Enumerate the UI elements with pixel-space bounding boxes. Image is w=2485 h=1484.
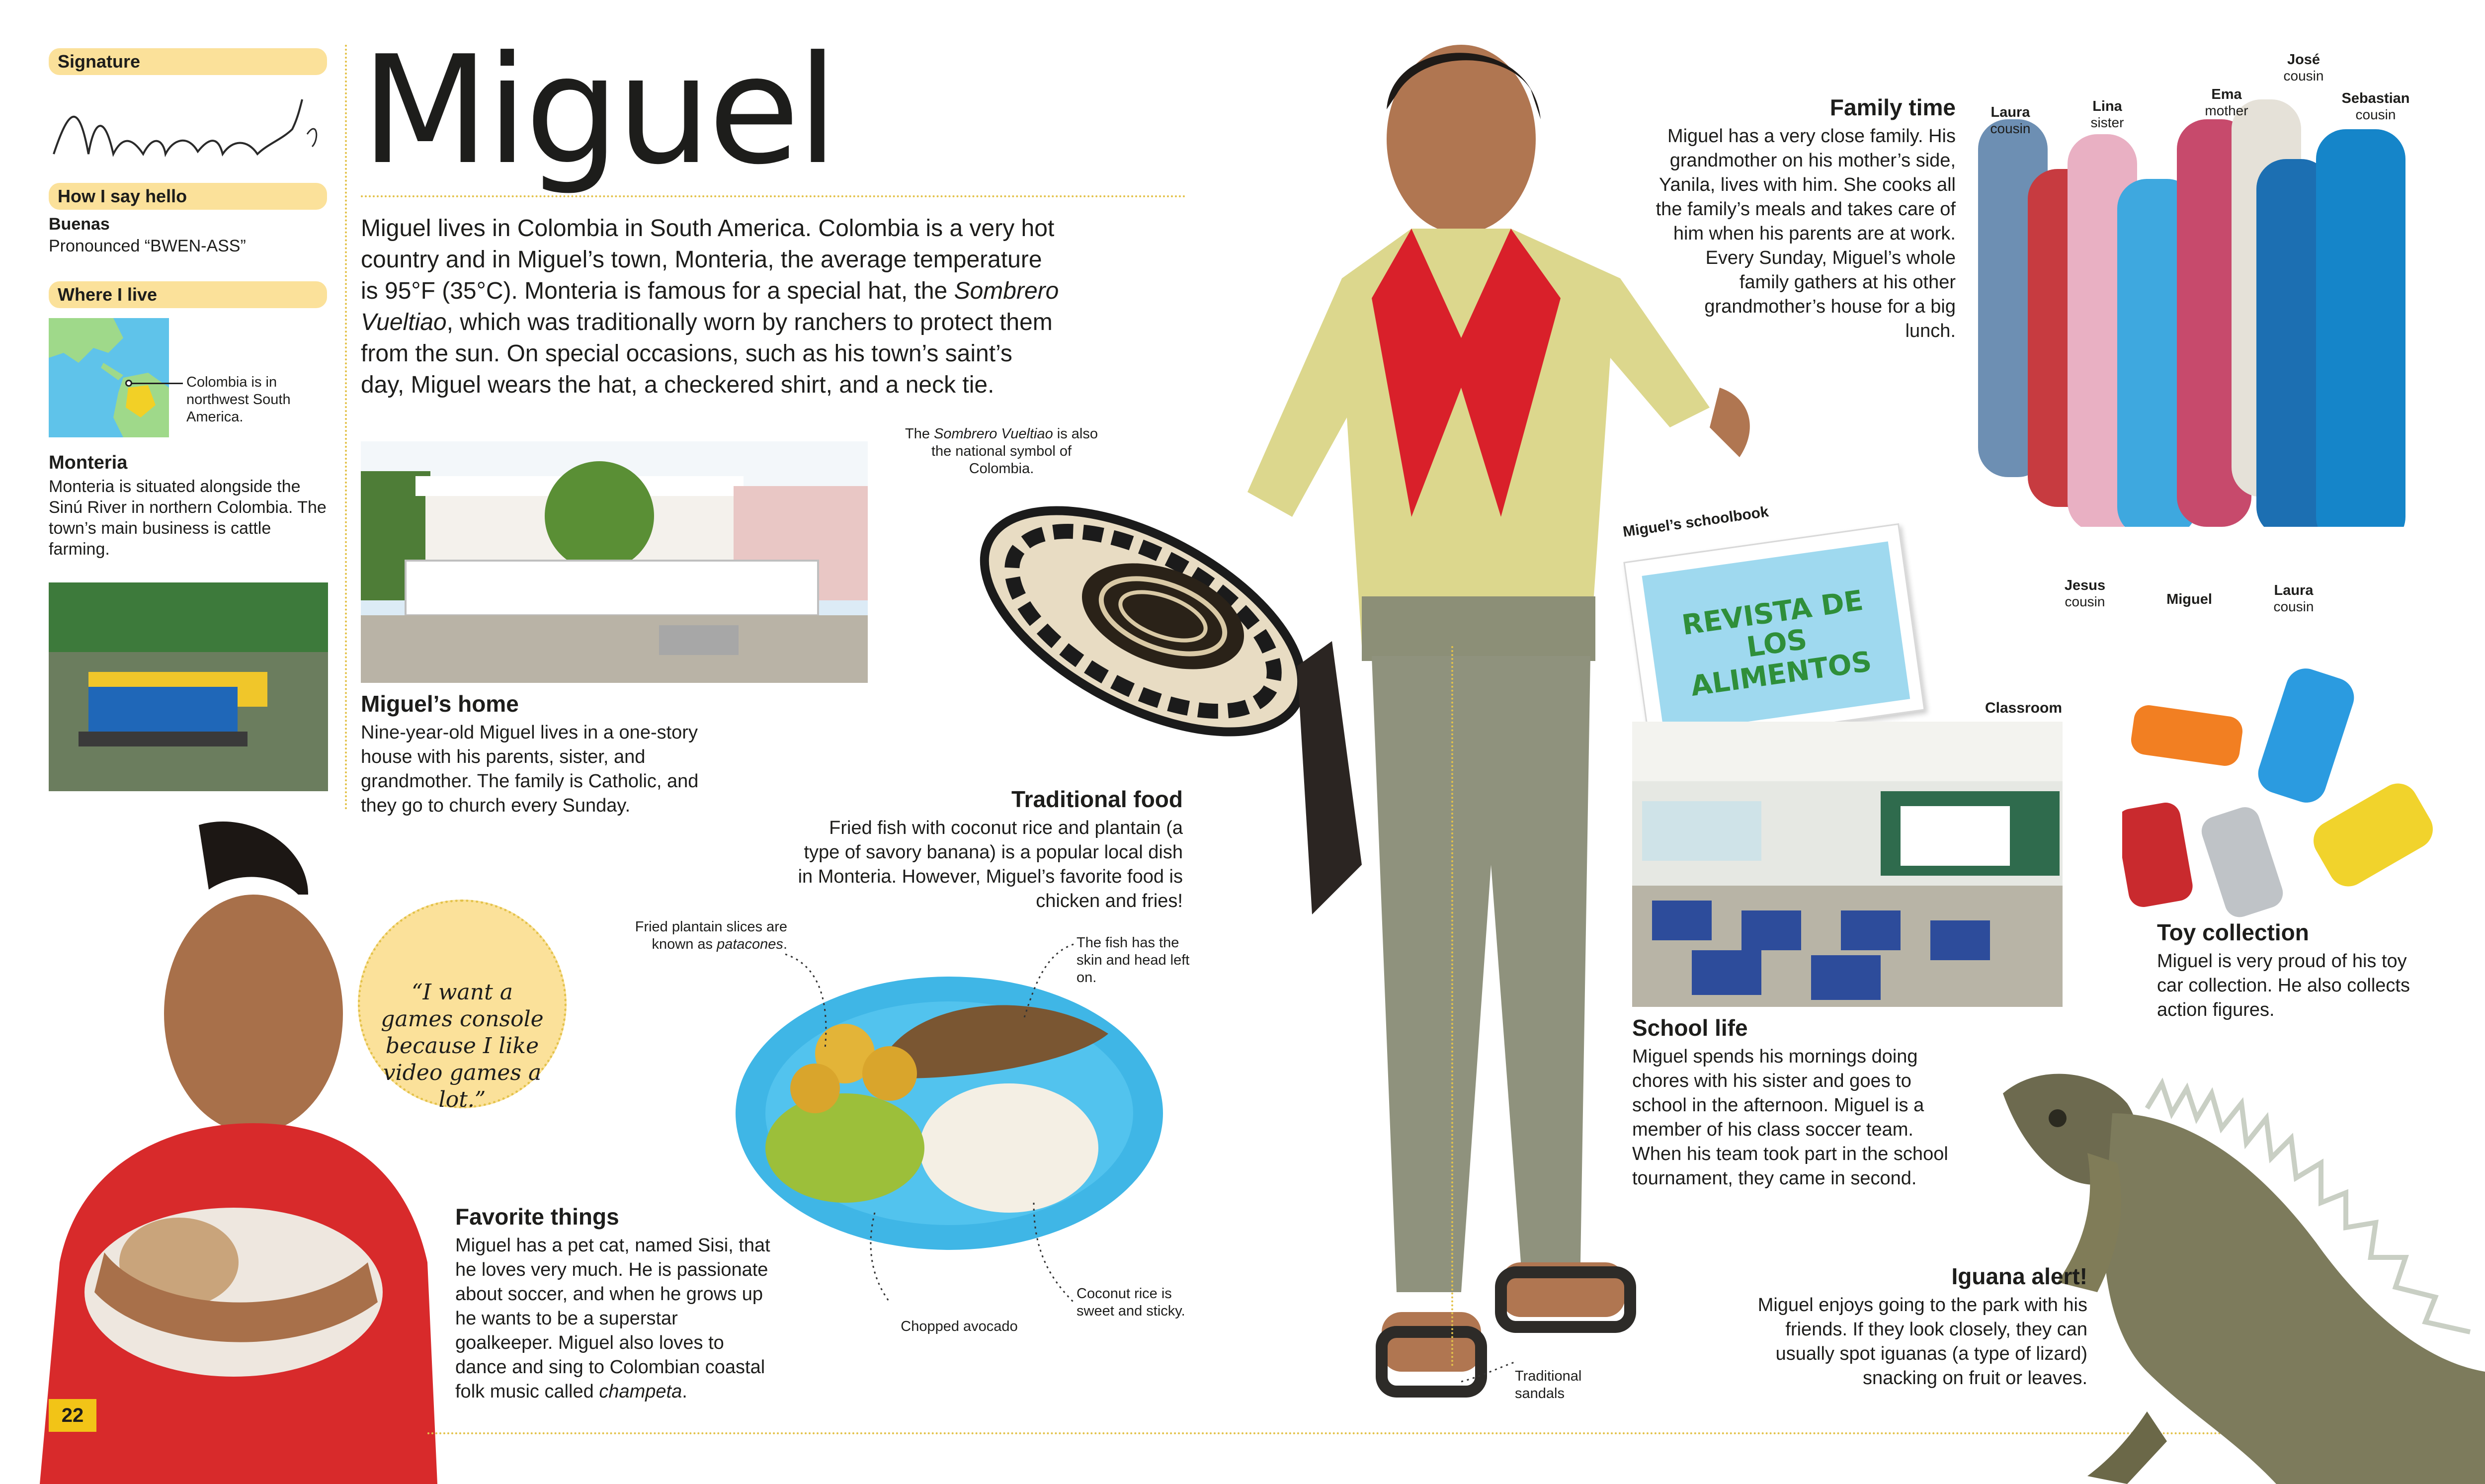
sidebar-divider: [345, 45, 347, 810]
member-relation: cousin: [2065, 594, 2105, 609]
member-relation: sister: [2090, 115, 2124, 130]
avocado-caption: Chopped avocado: [901, 1319, 1018, 1334]
favorite-text-end: .: [682, 1381, 687, 1402]
home-photo: [361, 441, 868, 683]
map-leader-line: [128, 383, 183, 384]
river-photo: [49, 582, 328, 791]
family-member-sebastian: [2331, 90, 2420, 123]
favorite-text: [455, 1234, 778, 1404]
hat-caption-end: is also the national symbol of Colombia.: [931, 426, 1098, 477]
fish-caption: The fish has the skin and head left on.: [1077, 935, 1190, 986]
signature-label: Signature: [49, 48, 327, 75]
member-name: Jesus: [2064, 577, 2106, 593]
toy-cars: [2122, 661, 2440, 919]
town-heading: Monteria: [49, 452, 128, 473]
hat-caption: [905, 425, 1098, 478]
town-text: Monteria is situated alongside the Sinú River in northern Colombia. The town’s main business is cattle farming.: [49, 477, 327, 559]
toys-heading: Toy collection: [2157, 919, 2309, 945]
family-heading: Family time: [1829, 94, 1956, 120]
member-relation: cousin: [2355, 107, 2396, 122]
family-member-ema: [2187, 86, 2266, 119]
family-member-lina: [2068, 98, 2147, 131]
iguana-text: Miguel enjoys going to the park with his friends. If they look closely, they can usually spot iguanas (a type of lizard) snacking on fruit or leaves.: [1757, 1295, 2087, 1389]
quote-text: “I want a games console because I like video games a lot.”: [381, 980, 544, 1112]
school-text: Miguel spends his mornings doing chores with his sister and goes to school in the afternoon. Miguel is a member of his class soccer team. When his team took part in the school tournament, they came in second.: [1632, 1046, 1948, 1189]
member-name: Laura: [1990, 104, 2030, 120]
favorite-text-music: champeta: [599, 1381, 682, 1402]
where-label: Where I live: [49, 281, 327, 308]
member-relation: mother: [2205, 103, 2248, 118]
food-leader-lines: [785, 934, 1083, 1342]
school-heading: School life: [1632, 1015, 1748, 1041]
signature-image: [49, 80, 327, 179]
sandals-leader-line: [1461, 1357, 1521, 1387]
classroom-photo: [1632, 722, 2063, 1007]
intro-text: [361, 213, 1062, 401]
hat-caption-start: The: [905, 426, 934, 442]
iguana-heading: Iguana alert!: [1951, 1263, 2087, 1289]
hello-label: How I say hello: [49, 183, 327, 210]
toys-text: Miguel is very proud of his toy car collection. He also collects action figures.: [2157, 951, 2410, 1020]
intro-text-start: Miguel lives in Colombia in South America. Colombia is a very hot country and in Miguel’s town, Monteria, the average temperature is 95°F (35°C). Monteria is famous for a special hat, the: [361, 215, 1055, 304]
intro-text-hat: Sombrero Vueltiao: [361, 278, 1059, 335]
member-name: Laura: [2274, 582, 2314, 598]
family-member-jesus: [2048, 577, 2122, 610]
intro-text-end: , which was traditionally worn by ranchers to protect them from the sun. On special occasions, such as his town’s saint’s day, Miguel wears the hat, a checkered shirt, and a neck tie.: [361, 309, 1053, 398]
hello-word: Buenas: [49, 215, 110, 234]
food-heading: Traditional food: [1011, 786, 1183, 812]
member-name: Sebastian: [2341, 90, 2410, 106]
food-text: Fried fish with coconut rice and plantain (a type of savory banana) is a popular local dish in Monteria. However, Miguel’s favorite food is chicken and fries!: [798, 818, 1183, 911]
plantain-caption-start: Fried plantain slices are known as: [635, 919, 787, 952]
member-name: Lina: [2092, 98, 2122, 114]
family-member-laura-2: [2256, 582, 2331, 615]
page-number: 22: [49, 1399, 96, 1432]
family-text: Miguel has a very close family. His grandmother on his mother’s side, Yanila, lives with him. She cooks all the family’s meals and takes care of him when his parents are at work. Every Sunday, Miguel’s whole family gathers at his other grandmother’s house for a big lunch.: [1656, 126, 1956, 341]
sandals-caption: Traditional sandals: [1515, 1368, 1582, 1402]
favorite-heading: Favorite things: [455, 1204, 619, 1230]
plantain-caption-term: patacones: [717, 936, 783, 952]
rice-caption: Coconut rice is sweet and sticky.: [1077, 1286, 1185, 1319]
location-map: [49, 318, 169, 437]
hat-caption-name: Sombrero Vueltiao: [934, 426, 1053, 442]
plantain-caption: [606, 918, 787, 953]
family-member-laura: [1968, 104, 2053, 137]
map-caption: Colombia is in northwest South America.: [186, 374, 291, 425]
classroom-label: Classroom: [1985, 700, 2063, 716]
page-title: Miguel: [361, 24, 835, 197]
schoolbook-cover: [1623, 523, 1925, 749]
miguel-with-cat-photo: [20, 815, 457, 1484]
member-name: Miguel: [2166, 591, 2212, 607]
member-relation: cousin: [1990, 121, 2031, 136]
family-member-jose: [2266, 52, 2341, 84]
favorite-text-start: Miguel has a pet cat, named Sisi, that he loves very much. He is passionate about soccer, and when he grows up he wants to be a superstar goalkeeper. Miguel also loves to dance and sing to Colombian coastal folk music called: [455, 1235, 770, 1402]
member-name: José: [2287, 52, 2320, 68]
member-relation: cousin: [2283, 68, 2324, 83]
hello-pronunciation: Pronounced “BWEN-ASS”: [49, 237, 246, 255]
center-divider: [1451, 646, 1453, 1367]
family-photo: [1968, 60, 2435, 586]
schoolbook-label: Miguel’s schoolbook: [1622, 503, 1770, 541]
member-name: Ema: [2211, 86, 2242, 102]
schoolbook-cover-text: REVISTA DE LOS ALIMENTOS: [1680, 584, 1874, 703]
home-text: Nine-year-old Miguel lives in a one-story house with his parents, sister, and grandmother. The family is Catholic, and they go to church every Sunday.: [361, 722, 699, 816]
family-member-miguel: [2152, 591, 2227, 608]
plantain-caption-end: .: [783, 936, 787, 952]
title-rule: [361, 195, 1186, 197]
map-marker-icon: [125, 380, 132, 387]
member-relation: cousin: [2273, 599, 2314, 614]
home-heading: Miguel’s home: [361, 691, 519, 717]
